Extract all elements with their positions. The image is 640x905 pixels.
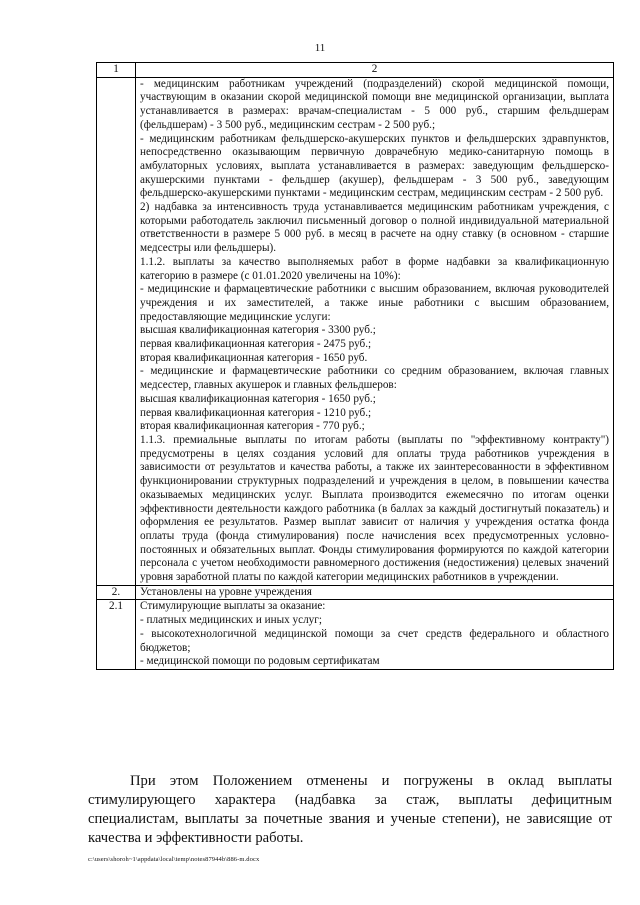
paragraph: - медицинской помощи по родовым сертификатам [140, 655, 380, 668]
paragraph: первая квалификационная категория - 2475 руб.; [140, 338, 372, 351]
paragraph: - медицинские и фармацевтические работники с высшим образованием, включая руководителей учреждения и их заместителей, а также иные работники с высшим образованием, предоставляющие медицинские услуги: [140, 283, 609, 323]
row-description [136, 600, 614, 670]
paragraph: - высокотехнологичной медицинской помощи за счет средств федерального и областного бюджетов; [140, 627, 609, 654]
paragraph: вторая квалификационная категория - 770 руб.; [140, 420, 365, 433]
paragraph: 2) надбавка за интенсивность труда устанавливается медицинским работникам учреждения, с которыми работодатель заключил письменный договор о полной индивидуальной материальной ответственности в размере 5 000 руб. в месяц в расчете на одну ставку (в основном - старшие медсестры или фельдшеры). [140, 201, 609, 255]
table-row [97, 585, 614, 600]
row-number [97, 77, 136, 585]
row-description [136, 77, 614, 585]
paragraph: - медицинские и фармацевтические работники со средним образованием, включая главных медсестер, главных акушерок и главных фельдшеров: [140, 365, 609, 392]
header-col-description: 2 [136, 63, 614, 78]
paragraph: высшая квалификационная категория - 3300 руб.; [140, 324, 376, 337]
table-row [97, 600, 614, 670]
file-path-footer: c:\users\shoroh~1\appdata\local\temp\notes87944b\886-m.docx [88, 856, 260, 863]
page-number: 11 [314, 42, 326, 54]
paragraph: 1.1.2. выплаты за качество выполняемых работ в форме надбавки за квалификационную категорию в размере (с 01.01.2020 увеличены на 10%): [140, 255, 609, 282]
paragraph: - платных медицинских и иных услуг; [140, 614, 322, 627]
paragraph: 1.1.3. премиальные выплаты по итогам работы (выплаты по "эффективному контракту") предусмотрены в целях создания условий для оплаты труда работников учреждения в зависимости от результатов и качества работы, а также их заинтересованности в эффективном функционировании структурных подразделений и учреждения в целом, в повышении качества оказываемых медицинских услуг. Выплата производится ежемесячно по итогам оценки эффективности деятельности каждого работника (в баллах за каждый достигнутый показатель) и оформления ее результатов. Размер выплат зависит от наличия у учреждения остатка фонда оплаты труда (фонда стимулирования) после начисления всех предусмотренных условно-постоянных и обязательных выплат. Фонды стимулирования формируются по каждой категории персонала с учетом необходимости равномерного достижения (недостижения) целевых значений уровня заработной платы по каждой категории медицинских работников в учреждении. [140, 433, 609, 584]
paragraph: - медицинским работникам учреждений (подразделений) скорой медицинской помощи, участвующим в оказании скорой медицинской помощи вне медицинской организации, выплата устанавливается в размерах: врачам-специалистам - 5 000 руб., старшим фельдшерам (фельдшерам) - 3 500 руб., медицинским сестрам - 2 500 руб.; [140, 77, 609, 131]
paragraph: вторая квалификационная категория - 1650 руб. [140, 351, 368, 364]
row-description [136, 585, 614, 600]
row-number: 2.1 [97, 600, 136, 670]
closing-paragraph: При этом Положением отменены и погружены в оклад выплаты стимулирующего характера (надбавка за стаж, выплаты дефицитным специалистам, выплаты за почетные звания и ученые степени), не зависящие от качества и эффективности работы. [88, 773, 612, 846]
paragraph: Установлены на уровне учреждения [140, 585, 312, 598]
paragraph: первая квалификационная категория - 1210 руб.; [140, 406, 372, 419]
paragraph: - медицинским работникам фельдшерско-акушерских пунктов и фельдшерских здравпунктов, непосредственно оказывающим первичную доврачебную медико-санитарную помощь в амбулаторных условиях, выплата устанавливается в размерах: заведующим фельдшерско-акушерскими пунктами - фельдшер (акушер), фельдшерам - 3 500 руб., заведующим фельдшерско-акушерскими пунктами - медицинским сестрам, медицинским сестрам - 2 500 руб. [140, 132, 609, 200]
paragraph: Стимулирующие выплаты за оказание: [140, 600, 326, 613]
table-header-row [97, 63, 614, 78]
header-col-number: 1 [97, 63, 136, 78]
table-row [97, 77, 614, 585]
paragraph: высшая квалификационная категория - 1650 руб.; [140, 392, 376, 405]
payments-table [96, 62, 614, 670]
row-number: 2. [97, 585, 136, 600]
